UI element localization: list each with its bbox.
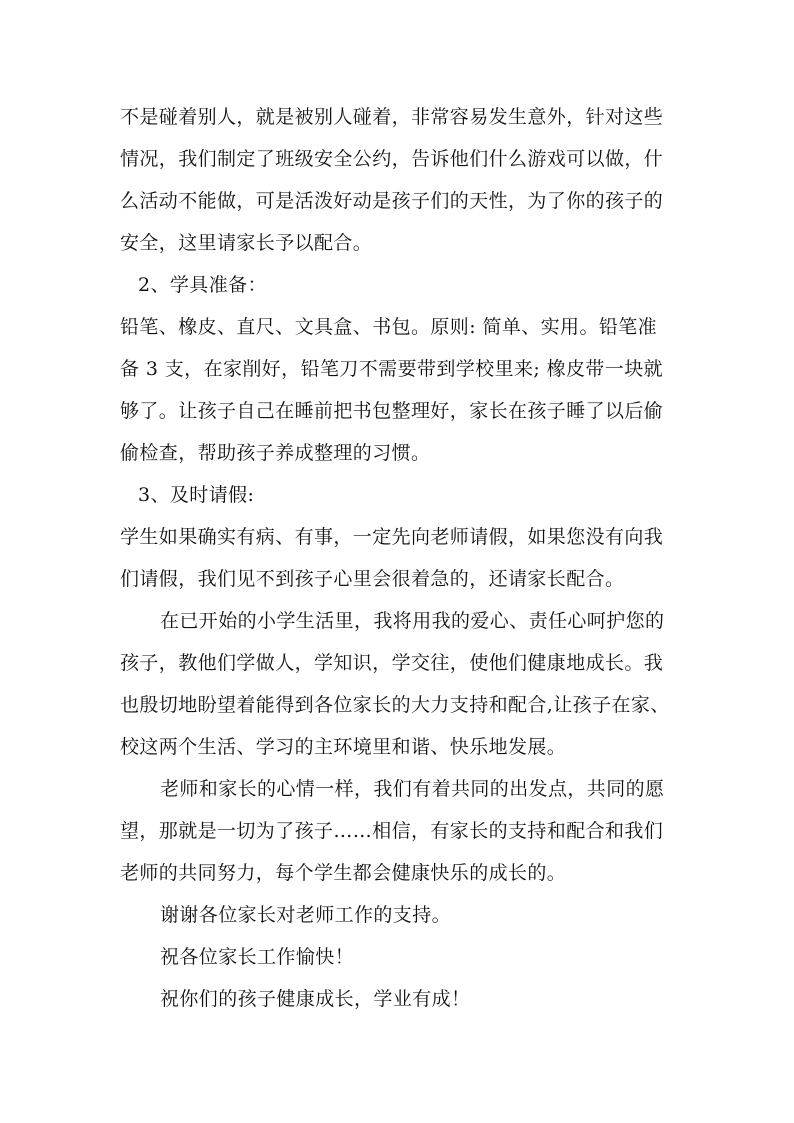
closing-wish-parents: 祝各位家长工作愉快！ xyxy=(160,946,355,968)
section-heading-leave: 3、及时请假: xyxy=(138,484,255,506)
paragraph-line-care-4: 校这两个生活、学习的主环境里和谐、快乐地发展。 xyxy=(120,736,567,758)
paragraph-line-leave-1: 学生如果确实有病、有事，一定先向老师请假，如果您没有向我 xyxy=(120,526,664,548)
paragraph-line-care-3: 也殷切地盼望着能得到各位家长的大力支持和配合,让孩子在家、 xyxy=(120,694,670,716)
paragraph-line-shared-goal-3: 老师的共同努力，每个学生都会健康快乐的成长的。 xyxy=(120,862,567,884)
paragraph-line-supplies-4: 偷检查，帮助孩子养成整理的习惯。 xyxy=(120,442,431,464)
paragraph-line-supplies-2: 备 3 支，在家削好，铅笔刀不需要带到学校里来; 橡皮带一块就 xyxy=(120,358,664,380)
paragraph-line-safety-3: 么活动不能做，可是活泼好动是孩子们的天性，为了你的孩子的 xyxy=(120,190,664,212)
paragraph-line-supplies-1: 铅笔、橡皮、直尺、文具盒、书包。原则: 简单、实用。铅笔准 xyxy=(120,316,658,338)
section-heading-supplies: 2、学具准备： xyxy=(138,274,267,296)
paragraph-line-care-1: 在已开始的小学生活里，我将用我的爱心、责任心呵护您的 xyxy=(160,610,665,632)
paragraph-line-supplies-3: 够了。让孩子自己在睡前把书包整理好，家长在孩子睡了以后偷 xyxy=(120,400,664,422)
paragraph-line-shared-goal-2: 望，那就是一切为了孩子……相信，有家长的支持和配合和我们 xyxy=(120,820,664,842)
paragraph-line-safety-4: 安全，这里请家长予以配合。 xyxy=(120,232,373,254)
paragraph-line-safety-1: 不是碰着别人，就是被别人碰着，非常容易发生意外，针对这些 xyxy=(120,106,664,128)
closing-wish-children: 祝你们的孩子健康成长，学业有成！ xyxy=(160,988,471,1010)
paragraph-line-care-2: 孩子，教他们学做人，学知识，学交往，使他们健康地成长。我 xyxy=(120,652,664,674)
paragraph-line-shared-goal-1: 老师和家长的心情一样，我们有着共同的出发点，共同的愿 xyxy=(160,778,665,800)
paragraph-line-safety-2: 情况，我们制定了班级安全公约，告诉他们什么游戏可以做，什 xyxy=(120,148,664,170)
closing-thanks: 谢谢各位家长对老师工作的支持。 xyxy=(160,904,452,926)
paragraph-line-leave-2: 们请假，我们见不到孩子心里会很着急的，还请家长配合。 xyxy=(120,568,625,590)
